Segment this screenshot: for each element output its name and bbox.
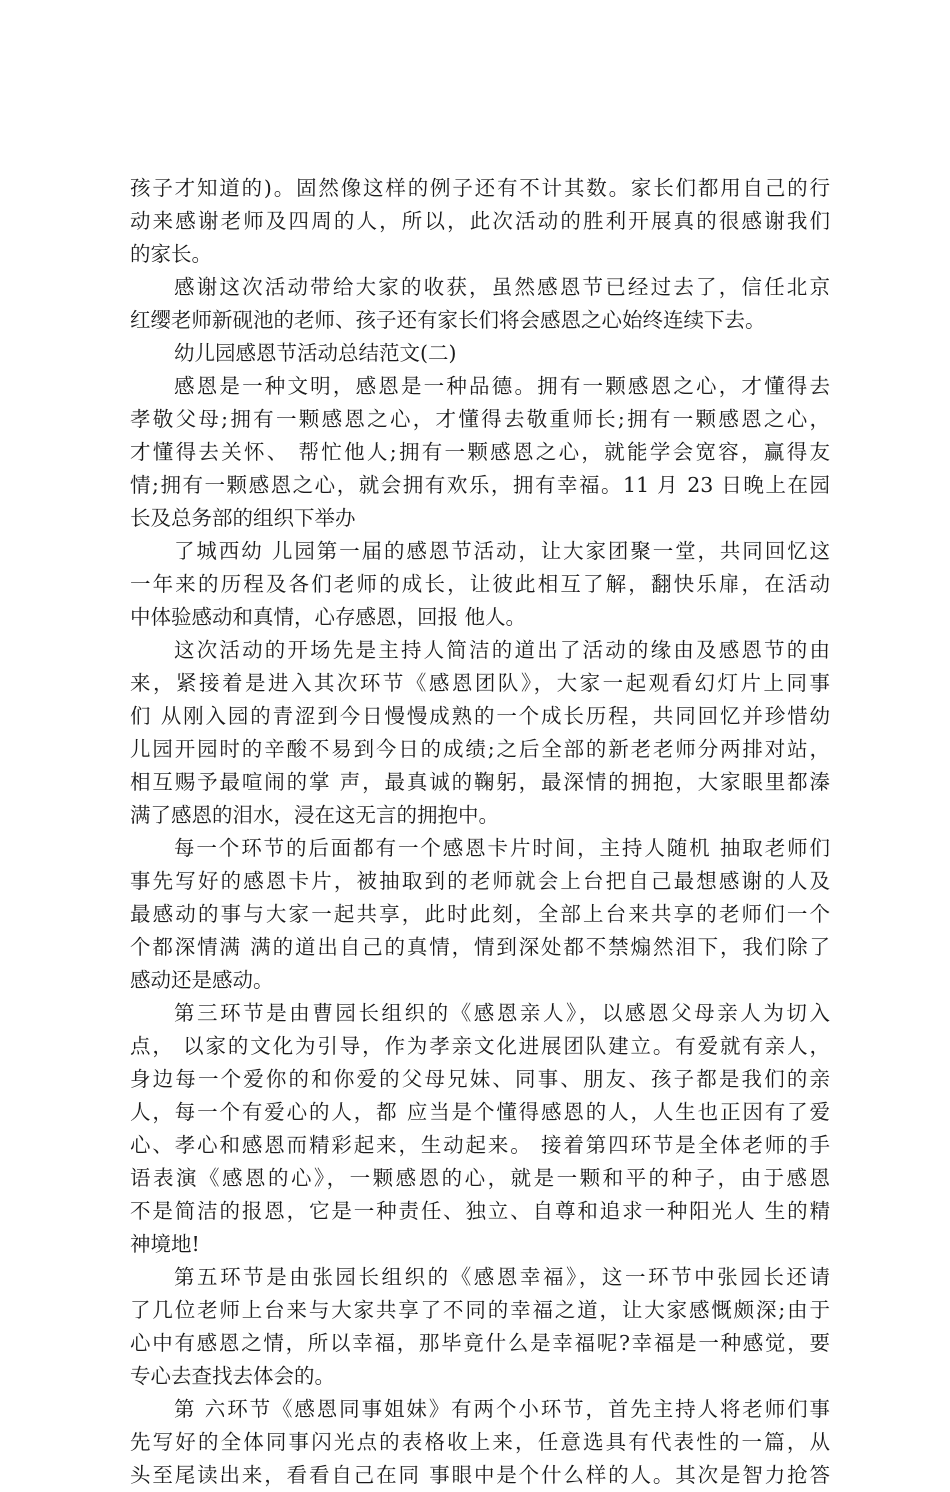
text-line: 感恩是一种文明，感恩是一种品德。拥有一颗感恩之心，才懂得去 bbox=[174, 374, 830, 398]
text-line: 了城西幼 儿园第一届的感恩节活动，让大家团聚一堂，共同回忆这 bbox=[174, 539, 830, 563]
text-line: 人，每一个有爱心的人，都 应当是个懂得感恩的人，人生也正因有了爱 bbox=[130, 1100, 830, 1124]
text-line: 专心去查找去体会的。 bbox=[130, 1364, 335, 1388]
text-line: 来，紧接着是进入其次环节《感恩团队》，大家一起观看幻灯片上同事 bbox=[130, 671, 830, 695]
text-line: 满了感恩的泪水，浸在这无言的拥抱中。 bbox=[130, 803, 499, 827]
text-line: 感谢这次活动带给大家的收获，虽然感恩节已经过去了，信任北京 bbox=[174, 275, 830, 299]
text-line: 头至尾读出来，看看自己在同 事眼中是个什么样的人。其次是智力抢答 bbox=[130, 1463, 830, 1487]
text-line: 孝敬父母;拥有一颗感恩之心，才懂得去敬重师长;拥有一颗感恩之心， bbox=[130, 407, 830, 431]
text-line: 最感动的事与大家一起共享，此时此刻，全部上台来共享的老师们一个 bbox=[130, 902, 830, 926]
text-line: 一年来的历程及各们老师的成长，让彼此相互了解，翻快乐扉，在活动 bbox=[130, 572, 830, 596]
text-line: 了几位老师上台来与大家共享了不同的幸福之道，让大家感慨颇深;由于 bbox=[130, 1298, 830, 1322]
text-line: 心、孝心和感恩而精彩起来，生动起来。 接着第四环节是全体老师的手 bbox=[130, 1133, 830, 1157]
text-line: 情;拥有一颗感恩之心，就会拥有欢乐，拥有幸福。11 月 23 日晚上在园 bbox=[130, 473, 830, 497]
text-line: 儿园开园时的辛酸不易到今日的成绩;之后全部的新老老师分两排对站， bbox=[130, 737, 830, 761]
text-line: 点， 以家的文化为引导，作为孝亲文化进展团队建立。有爱就有亲人， bbox=[130, 1034, 830, 1058]
text-line: 神境地! bbox=[130, 1232, 200, 1256]
text-line: 个都深情满 满的道出自己的真情，情到深处都不禁煽然泪下，我们除了 bbox=[130, 935, 830, 959]
text-line: 每一个环节的后面都有一个感恩卡片时间，主持人随机 抽取老师们 bbox=[174, 836, 830, 860]
text-line: 红缨老师新砚池的老师、孩子还有家长们将会感恩之心始终连续下去。 bbox=[130, 308, 766, 332]
text-line: 事先写好的感恩卡片，被抽取到的老师就会上台把自己最想感谢的人及 bbox=[130, 869, 830, 893]
text-line: 身边每一个爱你的和你爱的父母兄妹、同事、朋友、孩子都是我们的亲 bbox=[130, 1067, 830, 1091]
text-line: 孩子才知道的)。固然像这样的例子还有不计其数。家长们都用自己的行 bbox=[130, 176, 830, 200]
text-line: 动来感谢老师及四周的人，所以，此次活动的胜利开展真的很感谢我们 bbox=[130, 209, 830, 233]
document-body bbox=[130, 172, 830, 1492]
text-line: 心中有感恩之情，所以幸福，那毕竟什么是幸福呢?幸福是一种感觉，要 bbox=[130, 1331, 830, 1355]
text-line: 才懂得去关怀、 帮忙他人;拥有一颗感恩之心，就能学会宽容，赢得友 bbox=[130, 440, 830, 464]
text-line: 语表演《感恩的心》，一颗感恩的心，就是一颗和平的种子，由于感恩 bbox=[130, 1166, 830, 1190]
text-line: 们 从刚入园的青涩到今日慢慢成熟的一个成长历程，共同回忆并珍惜幼 bbox=[130, 704, 830, 728]
text-line: 中体验感动和真情，心存感恩，回报 他人。 bbox=[130, 605, 527, 629]
text-line: 第五环节是由张园长组织的《感恩幸福》，这一环节中张园长还请 bbox=[174, 1265, 830, 1289]
text-line: 第三环节是由曹园长组织的《感恩亲人》，以感恩父母亲人为切入 bbox=[174, 1001, 830, 1025]
text-line: 感动还是感动。 bbox=[130, 968, 274, 992]
text-line: 幼儿园感恩节活动总结范文(二) bbox=[174, 341, 457, 365]
text-line: 先写好的全体同事闪光点的表格收上来，任意选具有代表性的一篇，从 bbox=[130, 1430, 830, 1454]
text-line: 相互赐予最喧闹的掌 声，最真诚的鞠躬，最深情的拥抱，大家眼里都溱 bbox=[130, 770, 830, 794]
text-line: 的家长。 bbox=[130, 242, 212, 266]
text-line: 不是简洁的报恩，它是一种责任、独立、自尊和追求一种阳光人 生的精 bbox=[130, 1199, 830, 1223]
text-line: 第 六环节《感恩同事姐妹》有两个小环节，首先主持人将老师们事 bbox=[174, 1397, 830, 1421]
text-line: 长及总务部的组织下举办 bbox=[130, 506, 356, 530]
text-line: 这次活动的开场先是主持人简洁的道出了活动的缘由及感恩节的由 bbox=[174, 638, 830, 662]
